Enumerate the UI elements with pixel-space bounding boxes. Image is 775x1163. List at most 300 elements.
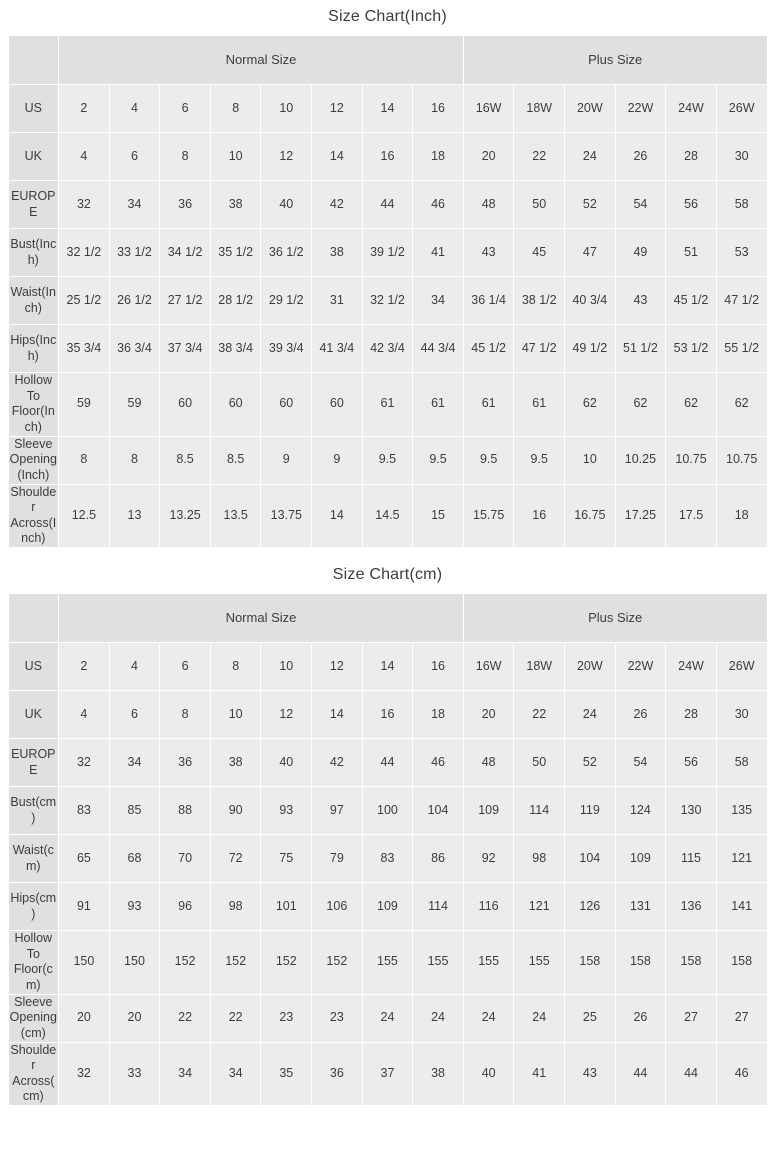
cell: 42 3/4	[362, 325, 413, 373]
row-label-hollow-to-floor: Hollow To Floor(Inch)	[8, 373, 59, 437]
cell: 62	[565, 373, 616, 437]
cell: 44	[362, 739, 413, 787]
cell: 16.75	[565, 484, 616, 548]
row-label-bust: Bust(Inch)	[8, 229, 59, 277]
page-bottom-padding	[0, 1106, 775, 1112]
cell: 53	[716, 229, 767, 277]
cell: 16	[362, 133, 413, 181]
row-label-hollow-to-floor: Hollow To Floor(cm)	[8, 931, 59, 995]
cell: 32 1/2	[59, 229, 110, 277]
cell: 43	[615, 277, 666, 325]
cell: 26 1/2	[109, 277, 160, 325]
size-table-inch	[8, 35, 768, 548]
cell: 10	[210, 133, 261, 181]
table-row	[8, 484, 767, 548]
cell: 50	[514, 739, 565, 787]
cell: 158	[666, 931, 717, 995]
cell: 100	[362, 787, 413, 835]
row-label-waist: Waist(cm)	[8, 835, 59, 883]
cell: 8.5	[210, 436, 261, 484]
cell: 28	[666, 133, 717, 181]
cell: 38	[210, 181, 261, 229]
cell: 22	[514, 691, 565, 739]
cell: 40 3/4	[565, 277, 616, 325]
cell: 4	[59, 691, 110, 739]
cell: 92	[463, 835, 514, 883]
cell: 22	[210, 994, 261, 1042]
group-plus-size: Plus Size	[463, 594, 767, 643]
size-table-inch-head	[8, 36, 767, 85]
row-label-sleeve-opening: Sleeve Opening(Inch)	[8, 436, 59, 484]
cell: 104	[565, 835, 616, 883]
cell: 34	[160, 1042, 211, 1106]
cell: 38	[210, 739, 261, 787]
cell: 32	[59, 1042, 110, 1106]
cell: 51 1/2	[615, 325, 666, 373]
table-row	[8, 994, 767, 1042]
cell: 130	[666, 787, 717, 835]
cell: 44	[615, 1042, 666, 1106]
cell: 43	[463, 229, 514, 277]
row-label-sleeve-opening: Sleeve Opening(cm)	[8, 994, 59, 1042]
cell: 40	[463, 1042, 514, 1106]
cell: 18W	[514, 85, 565, 133]
cell: 135	[716, 787, 767, 835]
row-label-hips: Hips(cm)	[8, 883, 59, 931]
table-row	[8, 436, 767, 484]
cell: 121	[716, 835, 767, 883]
cell: 12	[312, 643, 363, 691]
cell: 20	[59, 994, 110, 1042]
cell: 26	[615, 133, 666, 181]
cell: 6	[160, 85, 211, 133]
cell: 15	[413, 484, 464, 548]
cell: 83	[362, 835, 413, 883]
cell: 6	[160, 643, 211, 691]
cell: 6	[109, 133, 160, 181]
cell: 155	[463, 931, 514, 995]
cell: 152	[261, 931, 312, 995]
cell: 10.75	[666, 436, 717, 484]
cell: 27 1/2	[160, 277, 211, 325]
cell: 79	[312, 835, 363, 883]
cell: 13.75	[261, 484, 312, 548]
page-title-cm: Size Chart(cm)	[332, 566, 443, 583]
cell: 97	[312, 787, 363, 835]
cell: 155	[362, 931, 413, 995]
cell: 2	[59, 85, 110, 133]
cell: 141	[716, 883, 767, 931]
size-table-inch-body	[8, 85, 767, 548]
cell: 53 1/2	[666, 325, 717, 373]
cell: 46	[413, 739, 464, 787]
cell: 34 1/2	[160, 229, 211, 277]
cell: 116	[463, 883, 514, 931]
cell: 20	[109, 994, 160, 1042]
cell: 14	[362, 643, 413, 691]
cell: 150	[59, 931, 110, 995]
cell: 32 1/2	[362, 277, 413, 325]
cell: 38 3/4	[210, 325, 261, 373]
cell: 56	[666, 181, 717, 229]
cell: 16W	[463, 85, 514, 133]
cell: 47	[565, 229, 616, 277]
cell: 14.5	[362, 484, 413, 548]
cell: 62	[666, 373, 717, 437]
cell: 26	[615, 994, 666, 1042]
cell: 83	[59, 787, 110, 835]
cell: 34	[109, 739, 160, 787]
size-chart-inch-section	[0, 0, 775, 548]
cell: 23	[261, 994, 312, 1042]
cell: 36 1/4	[463, 277, 514, 325]
cell: 20	[463, 133, 514, 181]
size-table-cm	[8, 593, 768, 1106]
cell: 10	[565, 436, 616, 484]
cell: 9	[312, 436, 363, 484]
cell: 90	[210, 787, 261, 835]
cell: 32	[59, 739, 110, 787]
cell: 14	[312, 133, 363, 181]
cell: 41 3/4	[312, 325, 363, 373]
cell: 22	[514, 133, 565, 181]
cell: 38 1/2	[514, 277, 565, 325]
cell: 24	[514, 994, 565, 1042]
row-label-europe: EUROPE	[8, 739, 59, 787]
cell: 47 1/2	[716, 277, 767, 325]
row-label-uk: UK	[8, 691, 59, 739]
cell: 10	[261, 643, 312, 691]
cell: 24	[565, 133, 616, 181]
cell: 45 1/2	[463, 325, 514, 373]
table-row	[8, 691, 767, 739]
cell: 93	[261, 787, 312, 835]
cell: 114	[514, 787, 565, 835]
cell: 24W	[666, 643, 717, 691]
cell: 61	[514, 373, 565, 437]
group-header-row	[8, 594, 767, 643]
cell: 85	[109, 787, 160, 835]
cell: 158	[615, 931, 666, 995]
cell: 29 1/2	[261, 277, 312, 325]
cell: 59	[109, 373, 160, 437]
cell: 60	[261, 373, 312, 437]
table-row	[8, 931, 767, 995]
cell: 8	[109, 436, 160, 484]
cell: 34	[109, 181, 160, 229]
cell: 45 1/2	[666, 277, 717, 325]
cell: 28 1/2	[210, 277, 261, 325]
cell: 17.5	[666, 484, 717, 548]
cell: 40	[261, 181, 312, 229]
cell: 13	[109, 484, 160, 548]
cell: 41	[413, 229, 464, 277]
cell: 44 3/4	[413, 325, 464, 373]
cell: 16	[362, 691, 413, 739]
cell: 126	[565, 883, 616, 931]
cell: 24W	[666, 85, 717, 133]
cell: 46	[413, 181, 464, 229]
cell: 91	[59, 883, 110, 931]
cell: 48	[463, 181, 514, 229]
cell: 4	[59, 133, 110, 181]
row-label-uk: UK	[8, 133, 59, 181]
cell: 10	[210, 691, 261, 739]
cell: 38	[413, 1042, 464, 1106]
cell: 114	[413, 883, 464, 931]
cell: 75	[261, 835, 312, 883]
group-plus-size: Plus Size	[463, 36, 767, 85]
cell: 14	[312, 484, 363, 548]
cell: 109	[463, 787, 514, 835]
cell: 12	[261, 691, 312, 739]
cell: 36	[312, 1042, 363, 1106]
cell: 58	[716, 181, 767, 229]
cell: 4	[109, 643, 160, 691]
cell: 20W	[565, 85, 616, 133]
table-row	[8, 229, 767, 277]
cell: 155	[413, 931, 464, 995]
cell: 26W	[716, 85, 767, 133]
cell: 8.5	[160, 436, 211, 484]
cell: 18	[716, 484, 767, 548]
cell: 24	[565, 691, 616, 739]
cell: 20W	[565, 643, 616, 691]
group-normal-size: Normal Size	[59, 594, 464, 643]
cell: 16W	[463, 643, 514, 691]
cell: 18W	[514, 643, 565, 691]
cell: 55 1/2	[716, 325, 767, 373]
cell: 12.5	[59, 484, 110, 548]
cell: 52	[565, 739, 616, 787]
cell: 12	[261, 133, 312, 181]
cell: 45	[514, 229, 565, 277]
cell: 60	[312, 373, 363, 437]
cell: 30	[716, 133, 767, 181]
cell: 59	[59, 373, 110, 437]
row-label-shoulder-across: Shoulder Across(Inch)	[8, 484, 59, 548]
row-label-us: US	[8, 643, 59, 691]
cell: 22	[160, 994, 211, 1042]
cell: 155	[514, 931, 565, 995]
cell: 39 3/4	[261, 325, 312, 373]
cell: 18	[413, 133, 464, 181]
corner-cell	[8, 594, 59, 643]
cell: 9.5	[463, 436, 514, 484]
cell: 60	[160, 373, 211, 437]
cell: 8	[160, 133, 211, 181]
cell: 70	[160, 835, 211, 883]
cell: 26	[615, 691, 666, 739]
cell: 10	[261, 85, 312, 133]
cell: 2	[59, 643, 110, 691]
group-normal-size: Normal Size	[59, 36, 464, 85]
table-row	[8, 373, 767, 437]
cell: 49 1/2	[565, 325, 616, 373]
cell: 131	[615, 883, 666, 931]
cell: 62	[716, 373, 767, 437]
cell: 37	[362, 1042, 413, 1106]
cell: 88	[160, 787, 211, 835]
section-divider	[0, 548, 775, 558]
cell: 36 1/2	[261, 229, 312, 277]
size-chart-cm-section	[0, 558, 775, 1106]
cell: 68	[109, 835, 160, 883]
cell: 13.25	[160, 484, 211, 548]
cell: 51	[666, 229, 717, 277]
cell: 15.75	[463, 484, 514, 548]
cell: 61	[362, 373, 413, 437]
cell: 4	[109, 85, 160, 133]
cell: 136	[666, 883, 717, 931]
cell: 33	[109, 1042, 160, 1106]
row-label-us: US	[8, 85, 59, 133]
cell: 60	[210, 373, 261, 437]
cell: 30	[716, 691, 767, 739]
cell: 34	[210, 1042, 261, 1106]
cell: 93	[109, 883, 160, 931]
cell: 9	[261, 436, 312, 484]
table-row	[8, 181, 767, 229]
cell: 14	[312, 691, 363, 739]
cell: 35	[261, 1042, 312, 1106]
cell: 36	[160, 739, 211, 787]
row-label-hips: Hips(Inch)	[8, 325, 59, 373]
cell: 22W	[615, 643, 666, 691]
row-label-bust: Bust(cm)	[8, 787, 59, 835]
cell: 28	[666, 691, 717, 739]
table-row	[8, 277, 767, 325]
cell: 8	[210, 85, 261, 133]
cell: 24	[362, 994, 413, 1042]
cell: 35 3/4	[59, 325, 110, 373]
cell: 52	[565, 181, 616, 229]
cell: 18	[413, 691, 464, 739]
cell: 61	[463, 373, 514, 437]
cell: 98	[514, 835, 565, 883]
cell: 26W	[716, 643, 767, 691]
cell: 17.25	[615, 484, 666, 548]
table-row	[8, 739, 767, 787]
cell: 72	[210, 835, 261, 883]
corner-cell	[8, 36, 59, 85]
cell: 16	[413, 643, 464, 691]
cell: 25 1/2	[59, 277, 110, 325]
cell: 8	[59, 436, 110, 484]
cell: 38	[312, 229, 363, 277]
cell: 42	[312, 181, 363, 229]
cell: 12	[312, 85, 363, 133]
cell: 24	[463, 994, 514, 1042]
cell: 42	[312, 739, 363, 787]
cell: 158	[716, 931, 767, 995]
cell: 10.75	[716, 436, 767, 484]
table-row	[8, 325, 767, 373]
cell: 121	[514, 883, 565, 931]
cell: 20	[463, 691, 514, 739]
cell: 56	[666, 739, 717, 787]
cell: 37 3/4	[160, 325, 211, 373]
cell: 150	[109, 931, 160, 995]
cell: 10.25	[615, 436, 666, 484]
cell: 158	[565, 931, 616, 995]
table-row	[8, 787, 767, 835]
cell: 61	[413, 373, 464, 437]
table-row	[8, 643, 767, 691]
cell: 152	[160, 931, 211, 995]
cell: 8	[210, 643, 261, 691]
table-row	[8, 835, 767, 883]
row-label-waist: Waist(Inch)	[8, 277, 59, 325]
row-label-europe: EUROPE	[8, 181, 59, 229]
cell: 27	[716, 994, 767, 1042]
cell: 24	[413, 994, 464, 1042]
cell: 44	[362, 181, 413, 229]
cell: 50	[514, 181, 565, 229]
cell: 14	[362, 85, 413, 133]
cell: 43	[565, 1042, 616, 1106]
table-row	[8, 85, 767, 133]
cell: 106	[312, 883, 363, 931]
cell: 49	[615, 229, 666, 277]
cell: 152	[210, 931, 261, 995]
cell: 54	[615, 739, 666, 787]
cell: 48	[463, 739, 514, 787]
cell: 58	[716, 739, 767, 787]
table-row	[8, 133, 767, 181]
cell: 109	[615, 835, 666, 883]
table-row	[8, 883, 767, 931]
cell: 54	[615, 181, 666, 229]
cell: 27	[666, 994, 717, 1042]
cell: 40	[261, 739, 312, 787]
cell: 9.5	[413, 436, 464, 484]
cell: 46	[716, 1042, 767, 1106]
cell: 96	[160, 883, 211, 931]
cell: 31	[312, 277, 363, 325]
cell: 41	[514, 1042, 565, 1106]
cell: 36 3/4	[109, 325, 160, 373]
cell: 119	[565, 787, 616, 835]
cell: 47 1/2	[514, 325, 565, 373]
cell: 44	[666, 1042, 717, 1106]
cell: 22W	[615, 85, 666, 133]
cell: 115	[666, 835, 717, 883]
row-label-shoulder-across: Shoulder Across(cm)	[8, 1042, 59, 1106]
cell: 124	[615, 787, 666, 835]
table-row	[8, 1042, 767, 1106]
size-table-cm-head	[8, 594, 767, 643]
cell: 39 1/2	[362, 229, 413, 277]
cell: 6	[109, 691, 160, 739]
cell: 9.5	[514, 436, 565, 484]
cell: 34	[413, 277, 464, 325]
cell: 13.5	[210, 484, 261, 548]
size-table-cm-body	[8, 643, 767, 1106]
cell: 101	[261, 883, 312, 931]
cell: 109	[362, 883, 413, 931]
cell: 16	[514, 484, 565, 548]
cell: 152	[312, 931, 363, 995]
group-header-row	[8, 36, 767, 85]
cell: 98	[210, 883, 261, 931]
cell: 62	[615, 373, 666, 437]
cell: 65	[59, 835, 110, 883]
cell: 9.5	[362, 436, 413, 484]
cell: 16	[413, 85, 464, 133]
cell: 32	[59, 181, 110, 229]
cell: 36	[160, 181, 211, 229]
